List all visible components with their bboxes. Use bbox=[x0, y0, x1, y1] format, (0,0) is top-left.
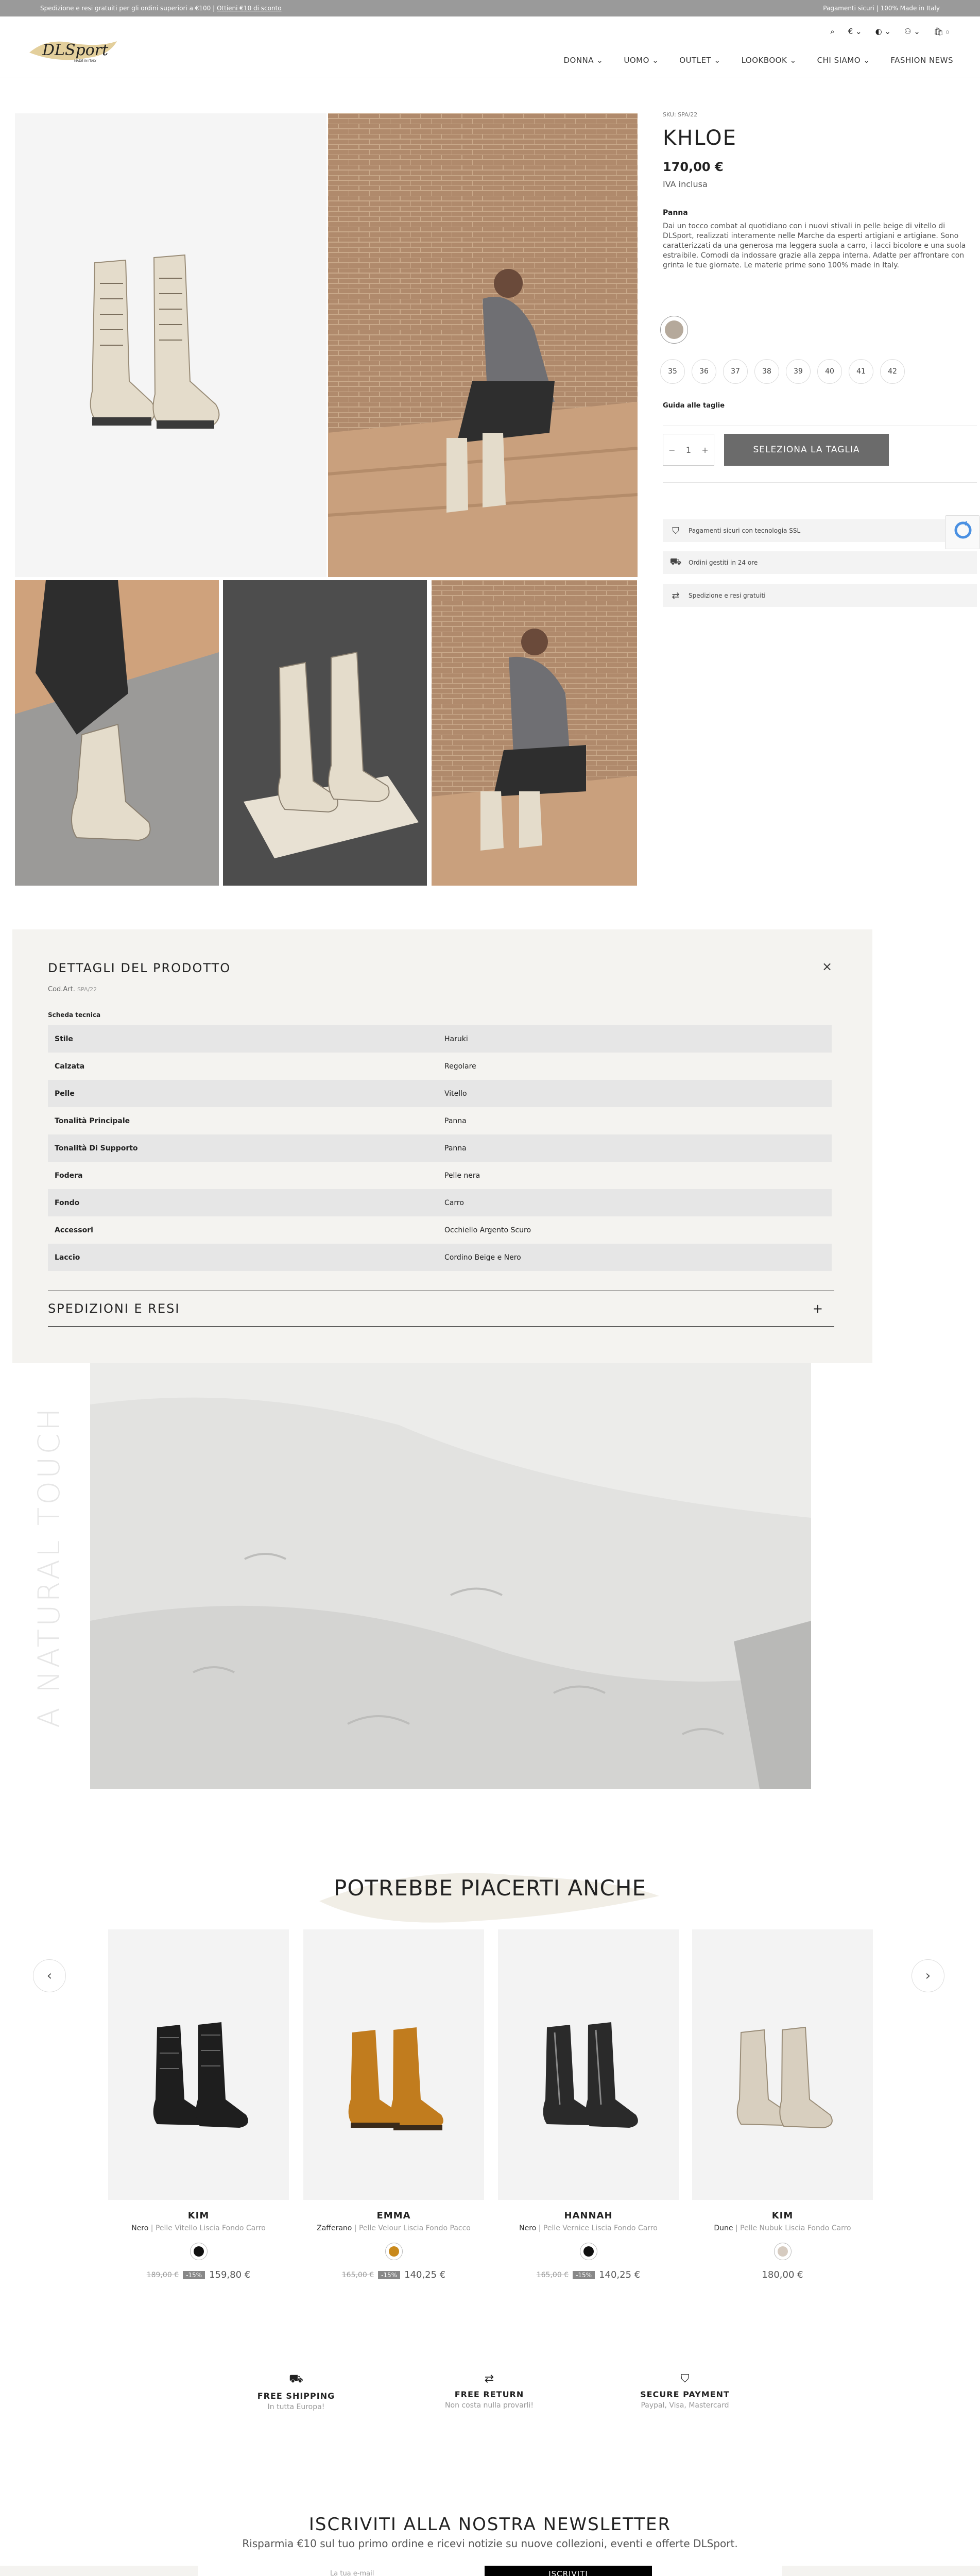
spec-sheet-heading: Scheda tecnica bbox=[48, 1011, 101, 1019]
old-price: 165,00 € bbox=[536, 2270, 569, 2279]
old-price: 189,00 € bbox=[146, 2270, 179, 2279]
language-icon[interactable]: ◐ ⌄ bbox=[875, 27, 891, 36]
card-material: Pelle Vitello Liscia Fondo Carro bbox=[155, 2224, 266, 2232]
size-option[interactable]: 38 bbox=[754, 359, 779, 384]
color-dot[interactable] bbox=[385, 2243, 403, 2260]
benefit-subtitle: In tutta Europa! bbox=[267, 2403, 325, 2411]
color-swatch-panna[interactable] bbox=[660, 316, 688, 344]
cart-icon[interactable]: 🛍 0 bbox=[933, 27, 949, 36]
spec-value: Occhiello Argento Scuro bbox=[444, 1226, 531, 1234]
qty-value[interactable]: 1 bbox=[685, 445, 692, 455]
site-header bbox=[0, 16, 980, 77]
product-thumbnail[interactable] bbox=[498, 1929, 679, 2200]
sale-price: 140,25 € bbox=[404, 2269, 446, 2280]
color-dot[interactable] bbox=[774, 2243, 792, 2260]
card-price bbox=[108, 2269, 289, 2280]
cart-count: 0 bbox=[945, 30, 949, 36]
subscribe-button[interactable]: ISCRIVITI bbox=[485, 2566, 652, 2576]
product-image-detail-2[interactable] bbox=[223, 580, 427, 886]
spec-key: Tonalità Di Supporto bbox=[55, 1144, 138, 1153]
related-product-card[interactable] bbox=[108, 1929, 289, 2280]
spec-value: Panna bbox=[444, 1116, 467, 1125]
spec-value: Haruki bbox=[444, 1035, 468, 1043]
feature-text: Ordini gestiti in 24 ore bbox=[689, 559, 758, 566]
table-row bbox=[48, 1025, 832, 1053]
product-image-lifestyle-1[interactable] bbox=[328, 113, 638, 577]
sand-texture-image bbox=[90, 1363, 811, 1789]
select-size-button[interactable]: SELEZIONA LA TAGLIA bbox=[724, 434, 889, 466]
benefit-subtitle: Paypal, Visa, Mastercard bbox=[641, 2401, 729, 2410]
vat-note: IVA inclusa bbox=[663, 179, 708, 189]
card-name: KIM bbox=[771, 2210, 794, 2221]
table-row bbox=[48, 1162, 832, 1189]
spec-value: Vitello bbox=[444, 1089, 467, 1098]
codart-label: Cod.Art. bbox=[48, 986, 75, 993]
size-option[interactable]: 40 bbox=[817, 359, 842, 384]
newsletter-subtitle: Risparmia €10 sul tuo primo ordine e ricevi notizie su nuove collezioni, eventi e offerte DLSport. bbox=[242, 2537, 738, 2550]
size-option[interactable]: 35 bbox=[660, 359, 685, 384]
spec-value: Carro bbox=[444, 1198, 464, 1207]
feature-fast-orders bbox=[663, 551, 977, 574]
announcement-text: Spedizione e resi gratuiti per gli ordini superiori a €100 | bbox=[40, 5, 215, 12]
card-color-material: Zafferano | Pelle Velour Liscia Fondo Pacco bbox=[317, 2224, 471, 2232]
card-name: EMMA bbox=[376, 2210, 411, 2221]
feature-text: Spedizione e resi gratuiti bbox=[689, 592, 766, 599]
currency-label: € bbox=[848, 27, 853, 36]
related-title: POTREBBE PIACERTI ANCHE bbox=[334, 1875, 646, 1901]
natural-touch-heading: A NATURAL TOUCH bbox=[31, 1405, 66, 1728]
benefit-title: FREE SHIPPING bbox=[257, 2391, 335, 2401]
card-color: Nero bbox=[519, 2224, 537, 2232]
spec-key: Stile bbox=[55, 1035, 73, 1043]
table-row bbox=[48, 1107, 832, 1134]
spec-value: Regolare bbox=[444, 1062, 476, 1071]
discount-badge: -15% bbox=[378, 2271, 400, 2279]
size-option[interactable]: 39 bbox=[786, 359, 811, 384]
account-icon[interactable]: ⚇ ⌄ bbox=[904, 27, 920, 36]
related-product-card[interactable] bbox=[692, 1929, 873, 2280]
card-name: KIM bbox=[187, 2210, 210, 2221]
currency-selector[interactable]: € ⌄ bbox=[848, 27, 862, 36]
card-price bbox=[498, 2269, 679, 2280]
qty-minus-button[interactable]: − bbox=[668, 445, 676, 455]
header-icons bbox=[830, 27, 949, 36]
benefit-free-return bbox=[412, 2372, 566, 2410]
spec-table bbox=[48, 1025, 832, 1271]
sale-price: 180,00 € bbox=[762, 2269, 803, 2280]
nav-outlet[interactable]: OUTLET ⌄ bbox=[679, 56, 721, 65]
plus-icon: + bbox=[812, 1301, 824, 1316]
spec-value: Panna bbox=[444, 1144, 467, 1153]
table-row bbox=[48, 1080, 832, 1107]
spec-key: Pelle bbox=[55, 1089, 75, 1098]
product-image-lifestyle-2[interactable] bbox=[432, 580, 637, 886]
size-option[interactable]: 42 bbox=[880, 359, 905, 384]
product-sku: SKU: SPA/22 bbox=[663, 111, 698, 118]
nav-fashion-news[interactable]: FASHION NEWS bbox=[890, 56, 953, 65]
quantity-stepper[interactable] bbox=[663, 434, 714, 466]
spec-key: Calzata bbox=[55, 1062, 85, 1071]
card-color: Dune bbox=[714, 2224, 733, 2232]
nav-chi-siamo[interactable]: CHI SIAMO ⌄ bbox=[817, 56, 870, 65]
product-image-main[interactable] bbox=[15, 113, 326, 577]
codart-value: SPA/22 bbox=[77, 986, 97, 993]
spec-value: Pelle nera bbox=[444, 1171, 480, 1180]
discount-link[interactable]: Ottieni €10 di sconto bbox=[216, 5, 282, 12]
product-image-detail-1[interactable] bbox=[15, 580, 219, 886]
nav-uomo[interactable]: UOMO ⌄ bbox=[624, 56, 659, 65]
accordion-title: SPEDIZIONI E RESI bbox=[48, 1301, 180, 1316]
size-option[interactable]: 37 bbox=[723, 359, 748, 384]
spec-value: Cordino Beige e Nero bbox=[444, 1253, 521, 1262]
svg-text:MADE IN ITALY: MADE IN ITALY bbox=[74, 59, 97, 63]
benefit-title: FREE RETURN bbox=[454, 2389, 524, 2399]
card-material: Pelle Vernice Liscia Fondo Carro bbox=[543, 2224, 658, 2232]
color-dot-fill bbox=[194, 2246, 204, 2257]
divider bbox=[663, 482, 977, 483]
product-thumbnail[interactable] bbox=[108, 1929, 289, 2200]
shipping-returns-accordion[interactable] bbox=[48, 1291, 834, 1327]
card-color-material: Dune | Pelle Nubuk Liscia Fondo Carro bbox=[714, 2224, 851, 2232]
table-row bbox=[48, 1189, 832, 1216]
qty-plus-button[interactable]: + bbox=[701, 445, 709, 455]
truck-icon: ⛟ bbox=[669, 556, 682, 567]
shield-icon: ⛉ bbox=[672, 525, 679, 536]
recaptcha-badge[interactable] bbox=[945, 515, 980, 549]
color-name: Panna bbox=[663, 209, 688, 217]
newsletter-title: ISCRIVITI ALLA NOSTRA NEWSLETTER bbox=[308, 2514, 672, 2535]
card-material: Pelle Nubuk Liscia Fondo Carro bbox=[740, 2224, 851, 2232]
benefit-free-shipping bbox=[219, 2372, 373, 2411]
exchange-icon: ⇄ bbox=[484, 2372, 494, 2385]
color-dot-fill bbox=[778, 2246, 788, 2257]
product-thumbnail[interactable] bbox=[303, 1929, 484, 2200]
sale-price: 140,25 € bbox=[599, 2269, 641, 2280]
color-dot-fill bbox=[389, 2246, 399, 2257]
size-option[interactable]: 41 bbox=[849, 359, 873, 384]
announcement-right: Pagamenti sicuri | 100% Made in Italy bbox=[823, 5, 940, 12]
card-color: Nero bbox=[131, 2224, 149, 2232]
main-nav bbox=[563, 56, 953, 65]
table-row bbox=[48, 1244, 832, 1271]
benefit-secure-payment bbox=[608, 2372, 762, 2410]
nav-lookbook[interactable]: LOOKBOOK ⌄ bbox=[741, 56, 797, 65]
close-icon[interactable]: × bbox=[822, 959, 833, 974]
card-color: Zafferano bbox=[317, 2224, 352, 2232]
table-row bbox=[48, 1216, 832, 1244]
related-product-card[interactable] bbox=[498, 1929, 679, 2280]
size-option[interactable]: 36 bbox=[692, 359, 716, 384]
related-product-card[interactable] bbox=[303, 1929, 484, 2280]
product-title: KHLOE bbox=[663, 126, 737, 150]
top-announcement-bar bbox=[0, 0, 980, 16]
card-price bbox=[692, 2269, 873, 2280]
exchange-icon: ⇄ bbox=[672, 590, 680, 601]
table-row bbox=[48, 1134, 832, 1162]
feature-secure-payment bbox=[663, 519, 977, 542]
swatch-fill bbox=[665, 320, 683, 339]
benefit-title: SECURE PAYMENT bbox=[640, 2389, 730, 2399]
table-row bbox=[48, 1053, 832, 1080]
spec-key: Fodera bbox=[55, 1171, 83, 1180]
svg-text:DLSport: DLSport bbox=[42, 41, 109, 59]
card-color-material: Nero | Pelle Vernice Liscia Fondo Carro bbox=[519, 2224, 658, 2232]
spec-key: Tonalità Principale bbox=[55, 1116, 130, 1125]
card-name: HANNAH bbox=[564, 2210, 613, 2221]
nav-donna[interactable]: DONNA ⌄ bbox=[563, 56, 604, 65]
feature-text: Pagamenti sicuri con tecnologia SSL bbox=[689, 527, 801, 534]
product-description: Dai un tocco combat al quotidiano con i nuovi stivali in pelle beige di vitello di DLSport, realizzati interamente nelle Marche da esperti artigiani e artigiane. Sono caratterizzati da una generosa ma leggera suola a carro, i lacci bicolore e una suola estraibile. Comodi da indossare grazie alla zeppa interna. Adatte per affrontare con grinta le tue giornate. Le materie prime sono 100% made in Italy. bbox=[663, 222, 966, 269]
benefit-subtitle: Non costa nulla provarli! bbox=[445, 2401, 534, 2410]
card-material: Pelle Velour Liscia Fondo Pacco bbox=[358, 2224, 471, 2232]
search-icon[interactable]: ⌕ bbox=[830, 27, 835, 36]
article-code bbox=[48, 986, 97, 993]
product-thumbnail[interactable] bbox=[692, 1929, 873, 2200]
details-title: DETTAGLI DEL PRODOTTO bbox=[48, 961, 231, 975]
discount-badge: -15% bbox=[183, 2271, 205, 2279]
color-dot[interactable] bbox=[190, 2243, 208, 2260]
feature-free-returns bbox=[663, 584, 977, 607]
carousel-prev-button[interactable]: ‹ bbox=[33, 1959, 66, 1992]
spec-key: Accessori bbox=[55, 1226, 93, 1234]
size-selector bbox=[660, 359, 905, 384]
spec-key: Fondo bbox=[55, 1198, 80, 1207]
newsletter-email-input[interactable]: La tua e-mail bbox=[328, 2566, 483, 2576]
size-guide-link[interactable]: Guida alle taglie bbox=[663, 402, 725, 410]
product-price: 170,00 € bbox=[663, 160, 724, 174]
color-dot-fill bbox=[583, 2246, 594, 2257]
announcement-left bbox=[40, 5, 282, 12]
sale-price: 159,80 € bbox=[209, 2269, 251, 2280]
carousel-next-button[interactable]: › bbox=[912, 1959, 944, 1992]
dlsport-logo[interactable] bbox=[27, 32, 119, 68]
card-color-material: Nero | Pelle Vitello Liscia Fondo Carro bbox=[131, 2224, 266, 2232]
spec-key: Laccio bbox=[55, 1253, 80, 1262]
old-price: 165,00 € bbox=[341, 2270, 374, 2279]
truck-icon: ⛟ bbox=[289, 2372, 303, 2385]
shield-icon: ⛉ bbox=[680, 2372, 690, 2385]
color-dot[interactable] bbox=[580, 2243, 597, 2260]
card-price bbox=[303, 2269, 484, 2280]
discount-badge: -15% bbox=[573, 2271, 595, 2279]
